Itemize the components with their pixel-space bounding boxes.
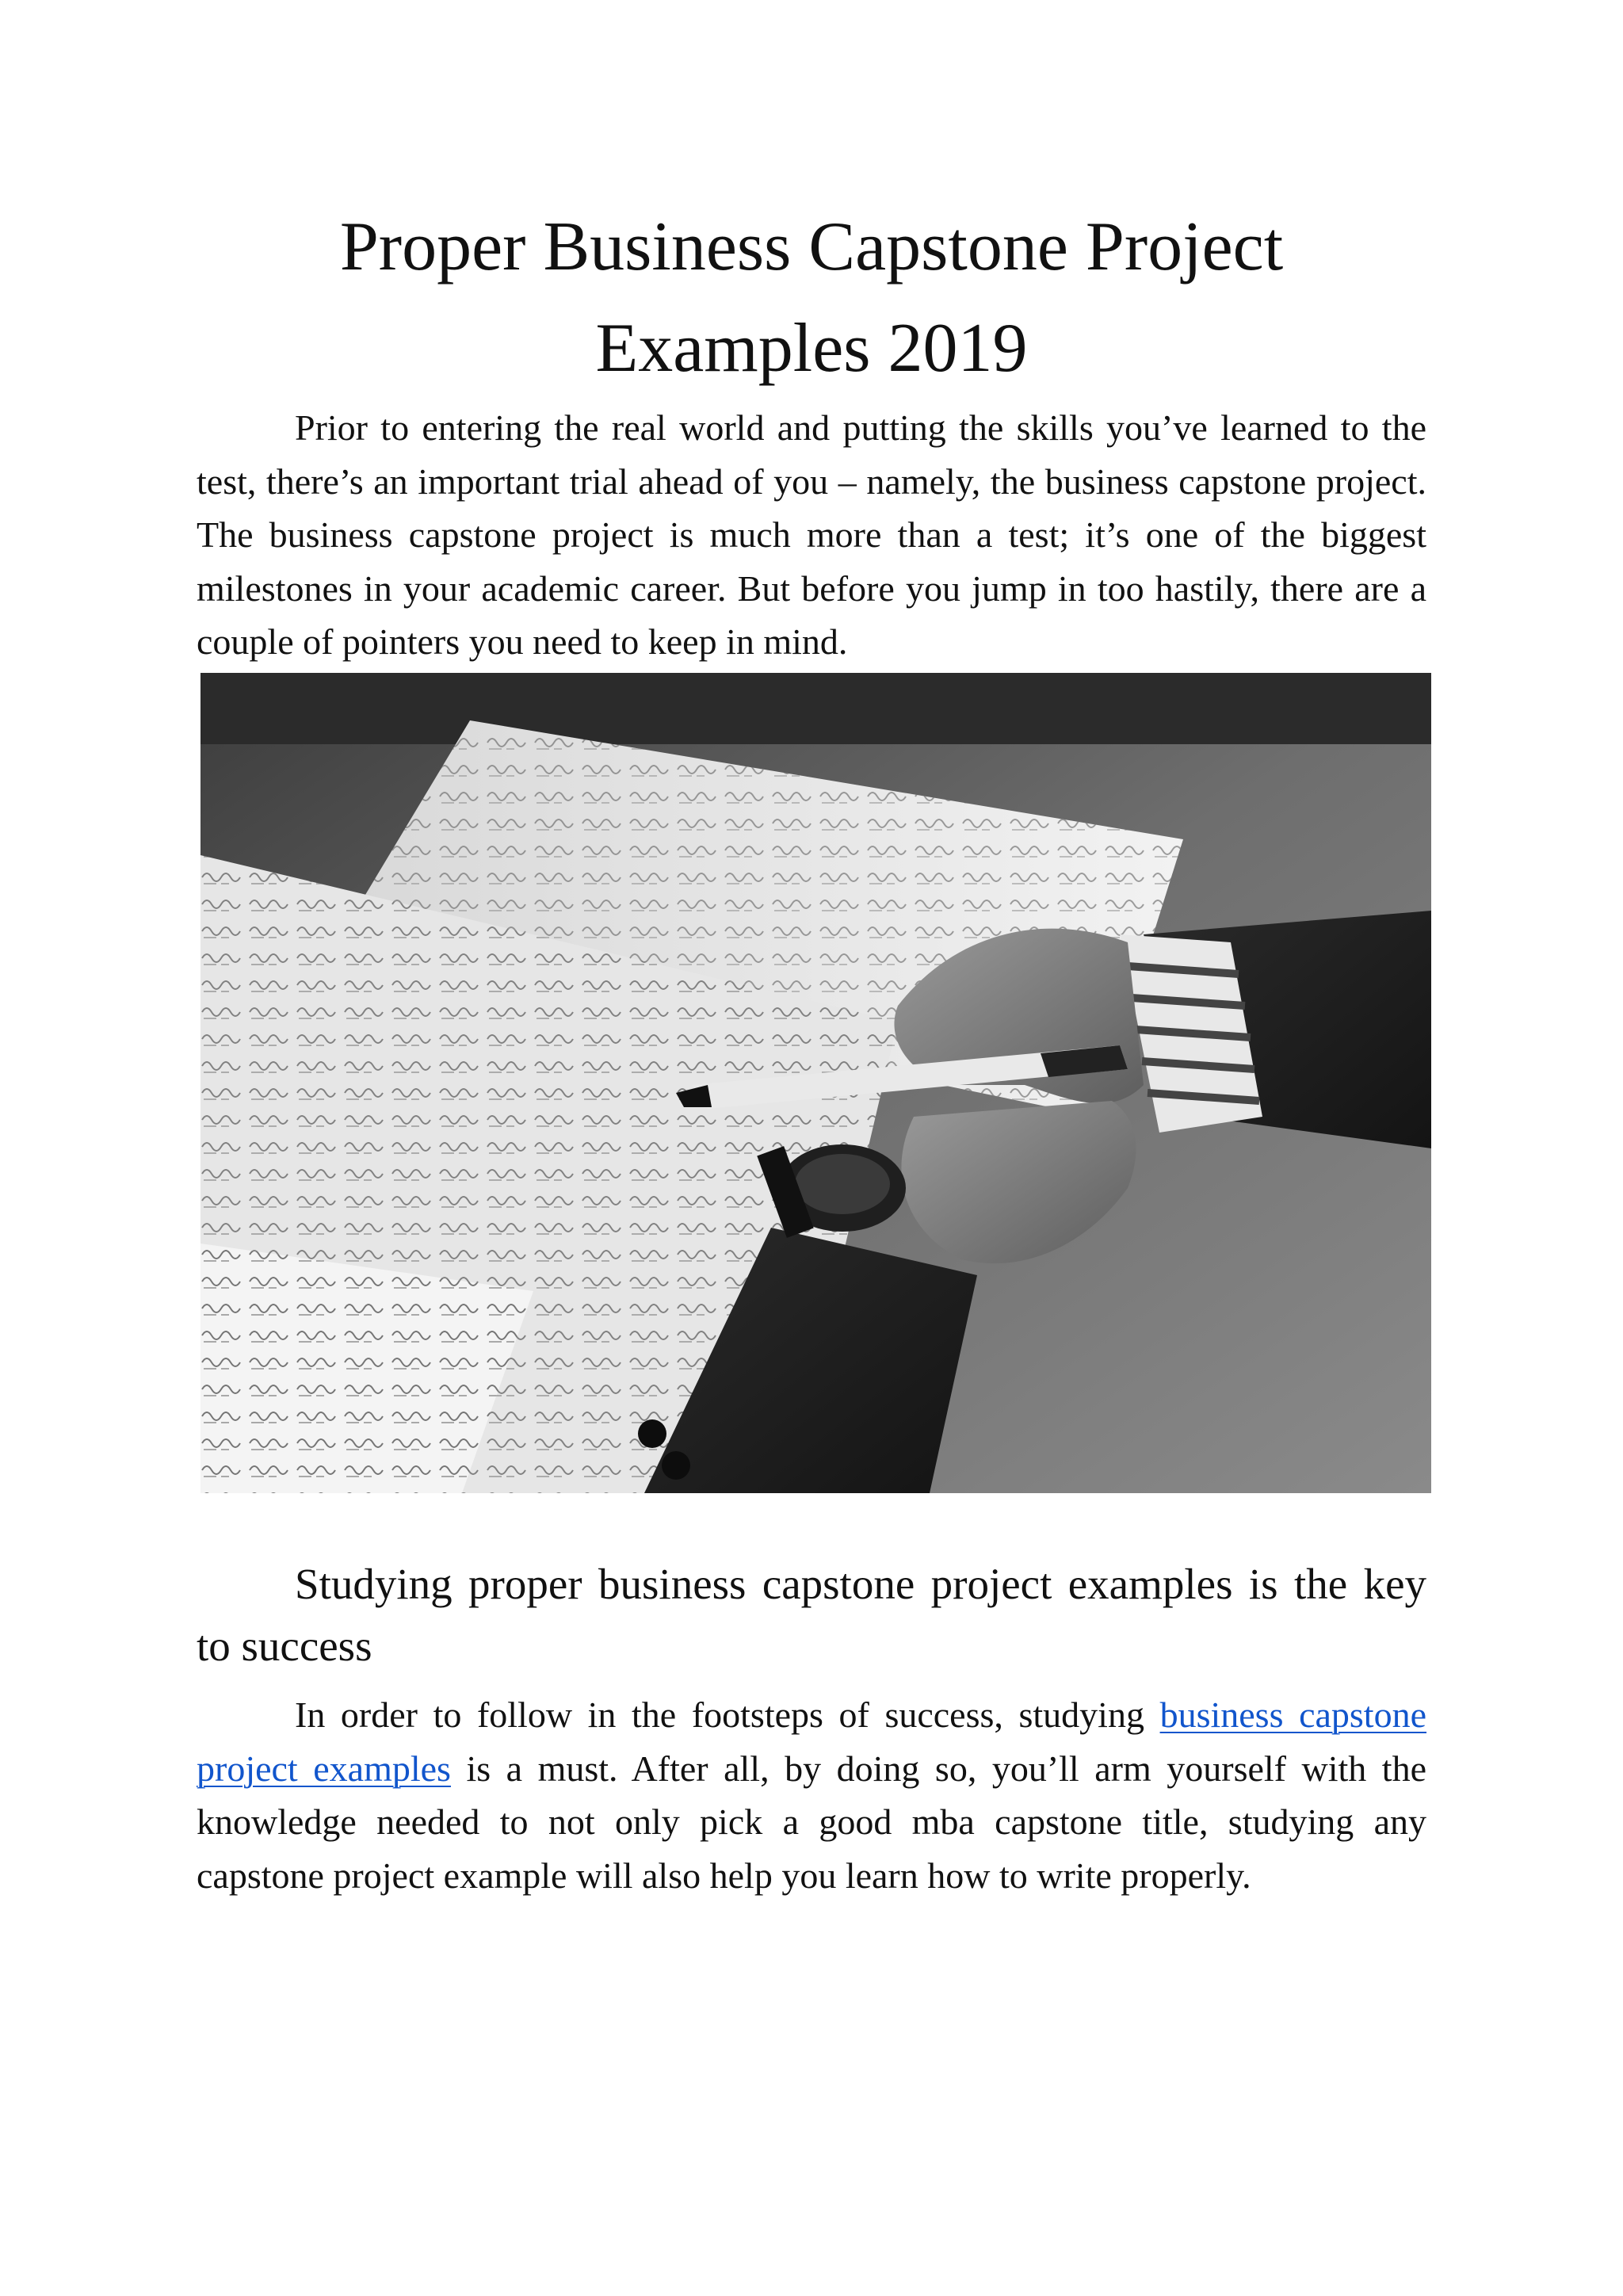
page-title: Proper Business Capstone Project Examples 2019 [339,208,1284,387]
intro-paragraph: Prior to entering the real world and putting the skills you’ve learned to the test, there’s an important trial ahead of you – namely, the business capstone project. The business capstone project is much more than a test; it’s one of the biggest milestones in your academic career. But before you jump in too hastily, there are a couple of pointers you need to keep in mind. [197,407,1426,662]
section-heading: Studying proper business capstone project examples is the key to success [197,1560,1426,1670]
study-paragraph-text-before: In order to follow in the footsteps of success, studying [295,1694,1160,1735]
business-capstone-examples-link[interactable]: business capstone project examples [197,1694,1426,1789]
handwritten-notes-photo [200,673,1431,1493]
study-paragraph [197,1688,1426,1902]
study-paragraph-text-after: is a must. After all, by doing so, you’ll arm yourself with the knowledge needed to not only pick a good mba capstone title, studying any capstone project example will also help you learn how to write properly. [197,1748,1426,1896]
photo-illustration [200,673,1431,1493]
